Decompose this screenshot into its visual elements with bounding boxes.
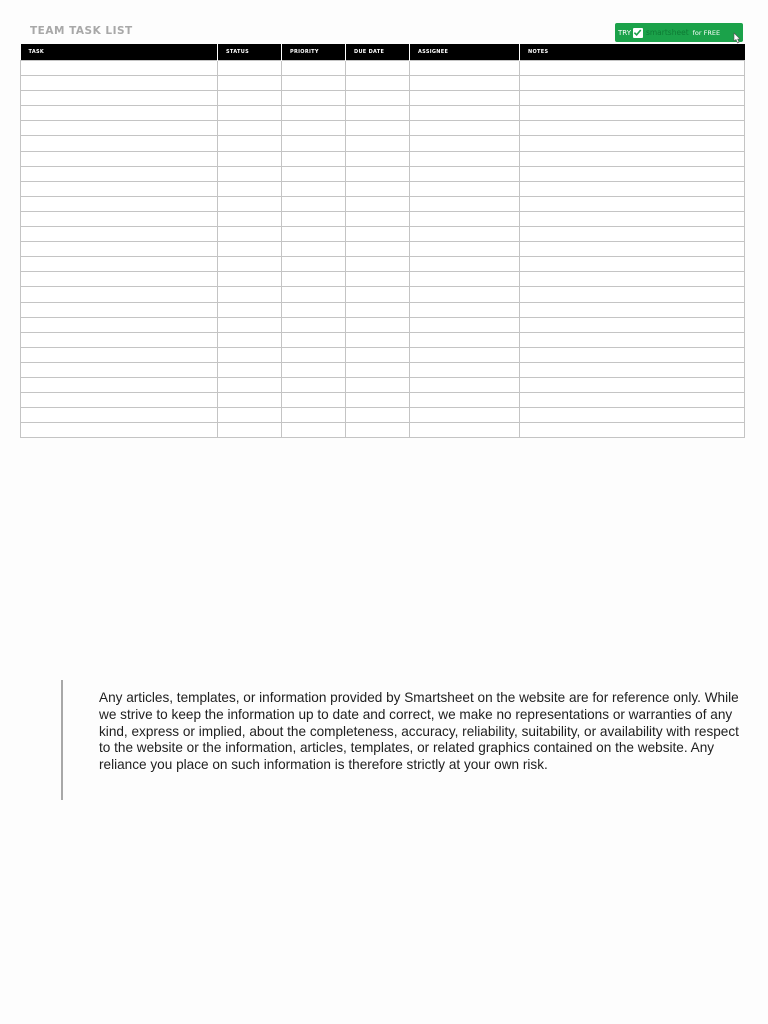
cell-status[interactable] (218, 287, 282, 302)
cell-priority[interactable] (282, 76, 346, 91)
column-header-status: STATUS (218, 44, 282, 61)
cell-notes[interactable] (520, 61, 745, 76)
cell-due-date[interactable] (346, 272, 410, 287)
cell-status[interactable] (218, 347, 282, 362)
table-row (21, 362, 745, 377)
cell-due-date[interactable] (346, 181, 410, 196)
cell-priority[interactable] (282, 347, 346, 362)
cell-task[interactable] (21, 287, 218, 302)
table-row (21, 76, 745, 91)
table-row (21, 302, 745, 317)
table-row (21, 377, 745, 392)
table-row (21, 121, 745, 136)
cell-task[interactable] (21, 166, 218, 181)
smartsheet-brand: smartsheet (645, 28, 689, 37)
cell-task[interactable] (21, 332, 218, 347)
cell-due-date[interactable] (346, 408, 410, 423)
cell-status[interactable] (218, 393, 282, 408)
table-row (21, 332, 745, 347)
cell-priority[interactable] (282, 377, 346, 392)
cell-notes[interactable] (520, 211, 745, 226)
cell-priority[interactable] (282, 166, 346, 181)
table-row (21, 211, 745, 226)
cell-assignee[interactable] (410, 242, 520, 257)
disclaimer-text: Any articles, templates, or information provided by Smartsheet on the website are for reference only. While we strive to keep the information up to date and correct, we make no representations or warranties of any kind, express or implied, about the completeness, accuracy, reliability, suitability, or availability with respect to the website or the information, articles, templates, or related graphics contained on the website. Any reliance you place on such information is therefore strictly at your own risk. (99, 690, 739, 773)
cell-priority[interactable] (282, 242, 346, 257)
cell-task[interactable] (21, 151, 218, 166)
table-row (21, 181, 745, 196)
cell-notes[interactable] (520, 166, 745, 181)
cell-task[interactable] (21, 211, 218, 226)
cell-assignee[interactable] (410, 408, 520, 423)
cell-due-date[interactable] (346, 211, 410, 226)
cell-notes[interactable] (520, 347, 745, 362)
cell-notes[interactable] (520, 272, 745, 287)
cell-assignee[interactable] (410, 287, 520, 302)
table-row (21, 408, 745, 423)
cell-task[interactable] (21, 181, 218, 196)
cell-due-date[interactable] (346, 136, 410, 151)
try-smartsheet-button[interactable] (615, 23, 743, 42)
cell-notes[interactable] (520, 332, 745, 347)
cell-due-date[interactable] (346, 347, 410, 362)
cell-notes[interactable] (520, 257, 745, 272)
cell-priority[interactable] (282, 181, 346, 196)
pointer-cursor-icon (730, 32, 742, 44)
table-row (21, 166, 745, 181)
cell-status[interactable] (218, 242, 282, 257)
cell-assignee[interactable] (410, 211, 520, 226)
cell-due-date[interactable] (346, 61, 410, 76)
cell-status[interactable] (218, 166, 282, 181)
cell-task[interactable] (21, 227, 218, 242)
cell-assignee[interactable] (410, 76, 520, 91)
cell-priority[interactable] (282, 151, 346, 166)
cell-status[interactable] (218, 61, 282, 76)
cell-assignee[interactable] (410, 393, 520, 408)
cell-priority[interactable] (282, 136, 346, 151)
cell-status[interactable] (218, 76, 282, 91)
cell-due-date[interactable] (346, 227, 410, 242)
cell-assignee[interactable] (410, 121, 520, 136)
cell-due-date[interactable] (346, 302, 410, 317)
cell-task[interactable] (21, 91, 218, 106)
cell-status[interactable] (218, 121, 282, 136)
cell-priority[interactable] (282, 211, 346, 226)
cell-assignee[interactable] (410, 91, 520, 106)
cell-assignee[interactable] (410, 347, 520, 362)
cell-assignee[interactable] (410, 362, 520, 377)
cell-task[interactable] (21, 393, 218, 408)
cell-due-date[interactable] (346, 317, 410, 332)
cell-assignee[interactable] (410, 227, 520, 242)
table-row (21, 287, 745, 302)
cell-due-date[interactable] (346, 166, 410, 181)
column-header-notes: NOTES (520, 44, 745, 61)
cell-notes[interactable] (520, 377, 745, 392)
cell-task[interactable] (21, 408, 218, 423)
cell-status[interactable] (218, 91, 282, 106)
table-row (21, 91, 745, 106)
cell-priority[interactable] (282, 106, 346, 121)
cell-assignee[interactable] (410, 106, 520, 121)
cell-due-date[interactable] (346, 121, 410, 136)
cell-status[interactable] (218, 332, 282, 347)
table-row (21, 317, 745, 332)
cell-priority[interactable] (282, 332, 346, 347)
cell-status[interactable] (218, 272, 282, 287)
cell-priority[interactable] (282, 317, 346, 332)
cell-notes[interactable] (520, 227, 745, 242)
cell-due-date[interactable] (346, 287, 410, 302)
column-header-due-date: DUE DATE (346, 44, 410, 61)
cell-assignee[interactable] (410, 302, 520, 317)
cell-assignee[interactable] (410, 136, 520, 151)
cell-notes[interactable] (520, 136, 745, 151)
table-row (21, 347, 745, 362)
cell-due-date[interactable] (346, 151, 410, 166)
cell-priority[interactable] (282, 362, 346, 377)
table-row (21, 196, 745, 211)
task-table (20, 44, 745, 438)
table-row (21, 272, 745, 287)
table-row (21, 227, 745, 242)
cell-task[interactable] (21, 362, 218, 377)
cell-notes[interactable] (520, 362, 745, 377)
cell-notes[interactable] (520, 106, 745, 121)
column-header-priority: PRIORITY (282, 44, 346, 61)
cell-notes[interactable] (520, 302, 745, 317)
cell-task[interactable] (21, 61, 218, 76)
cell-notes[interactable] (520, 196, 745, 211)
cell-notes[interactable] (520, 181, 745, 196)
cell-status[interactable] (218, 211, 282, 226)
cell-due-date[interactable] (346, 76, 410, 91)
cell-task[interactable] (21, 377, 218, 392)
cell-priority[interactable] (282, 393, 346, 408)
try-label: TRY (618, 28, 631, 37)
cell-priority[interactable] (282, 61, 346, 76)
cell-notes[interactable] (520, 317, 745, 332)
free-label: for FREE (692, 28, 721, 37)
cell-due-date[interactable] (346, 377, 410, 392)
cell-status[interactable] (218, 362, 282, 377)
cell-priority[interactable] (282, 287, 346, 302)
cell-due-date[interactable] (346, 332, 410, 347)
cell-due-date[interactable] (346, 423, 410, 438)
cell-assignee[interactable] (410, 151, 520, 166)
cell-priority[interactable] (282, 408, 346, 423)
cell-notes[interactable] (520, 151, 745, 166)
cell-task[interactable] (21, 347, 218, 362)
cell-task[interactable] (21, 196, 218, 211)
cell-due-date[interactable] (346, 362, 410, 377)
cell-status[interactable] (218, 408, 282, 423)
cell-due-date[interactable] (346, 106, 410, 121)
cell-notes[interactable] (520, 242, 745, 257)
table-row (21, 257, 745, 272)
cell-priority[interactable] (282, 91, 346, 106)
cell-status[interactable] (218, 151, 282, 166)
cell-notes[interactable] (520, 393, 745, 408)
cell-status[interactable] (218, 181, 282, 196)
cell-notes[interactable] (520, 91, 745, 106)
cell-due-date[interactable] (346, 196, 410, 211)
cell-notes[interactable] (520, 76, 745, 91)
table-header-row (21, 44, 745, 61)
cell-assignee[interactable] (410, 181, 520, 196)
cell-assignee[interactable] (410, 166, 520, 181)
cell-priority[interactable] (282, 121, 346, 136)
cell-status[interactable] (218, 377, 282, 392)
table-row (21, 106, 745, 121)
table-row (21, 151, 745, 166)
table-body (21, 61, 745, 438)
cell-task[interactable] (21, 242, 218, 257)
table-row (21, 423, 745, 438)
cell-priority[interactable] (282, 227, 346, 242)
cell-task[interactable] (21, 257, 218, 272)
cell-assignee[interactable] (410, 196, 520, 211)
cell-due-date[interactable] (346, 91, 410, 106)
column-header-task: TASK (21, 44, 218, 61)
disclaimer-rule (61, 680, 63, 800)
cell-status[interactable] (218, 423, 282, 438)
cell-task[interactable] (21, 423, 218, 438)
cell-due-date[interactable] (346, 393, 410, 408)
cell-assignee[interactable] (410, 272, 520, 287)
cell-status[interactable] (218, 196, 282, 211)
cell-due-date[interactable] (346, 242, 410, 257)
cell-assignee[interactable] (410, 317, 520, 332)
cell-status[interactable] (218, 106, 282, 121)
cell-notes[interactable] (520, 287, 745, 302)
cell-assignee[interactable] (410, 61, 520, 76)
cell-task[interactable] (21, 106, 218, 121)
cell-task[interactable] (21, 317, 218, 332)
cell-status[interactable] (218, 227, 282, 242)
cell-status[interactable] (218, 317, 282, 332)
cell-priority[interactable] (282, 423, 346, 438)
cell-status[interactable] (218, 257, 282, 272)
cell-assignee[interactable] (410, 332, 520, 347)
cell-notes[interactable] (520, 121, 745, 136)
cell-task[interactable] (21, 76, 218, 91)
cell-assignee[interactable] (410, 423, 520, 438)
check-icon (633, 28, 643, 38)
cell-priority[interactable] (282, 302, 346, 317)
column-header-assignee: ASSIGNEE (410, 44, 520, 61)
table-row (21, 61, 745, 76)
cell-task[interactable] (21, 272, 218, 287)
cell-due-date[interactable] (346, 257, 410, 272)
cell-priority[interactable] (282, 257, 346, 272)
cell-notes[interactable] (520, 408, 745, 423)
cell-task[interactable] (21, 136, 218, 151)
table-row (21, 242, 745, 257)
cell-task[interactable] (21, 121, 218, 136)
cell-status[interactable] (218, 136, 282, 151)
cell-assignee[interactable] (410, 257, 520, 272)
cell-priority[interactable] (282, 196, 346, 211)
table-row (21, 393, 745, 408)
page-title: TEAM TASK LIST (30, 25, 133, 37)
cell-assignee[interactable] (410, 377, 520, 392)
cell-task[interactable] (21, 302, 218, 317)
cell-notes[interactable] (520, 423, 745, 438)
cell-priority[interactable] (282, 272, 346, 287)
cell-status[interactable] (218, 302, 282, 317)
table-row (21, 136, 745, 151)
